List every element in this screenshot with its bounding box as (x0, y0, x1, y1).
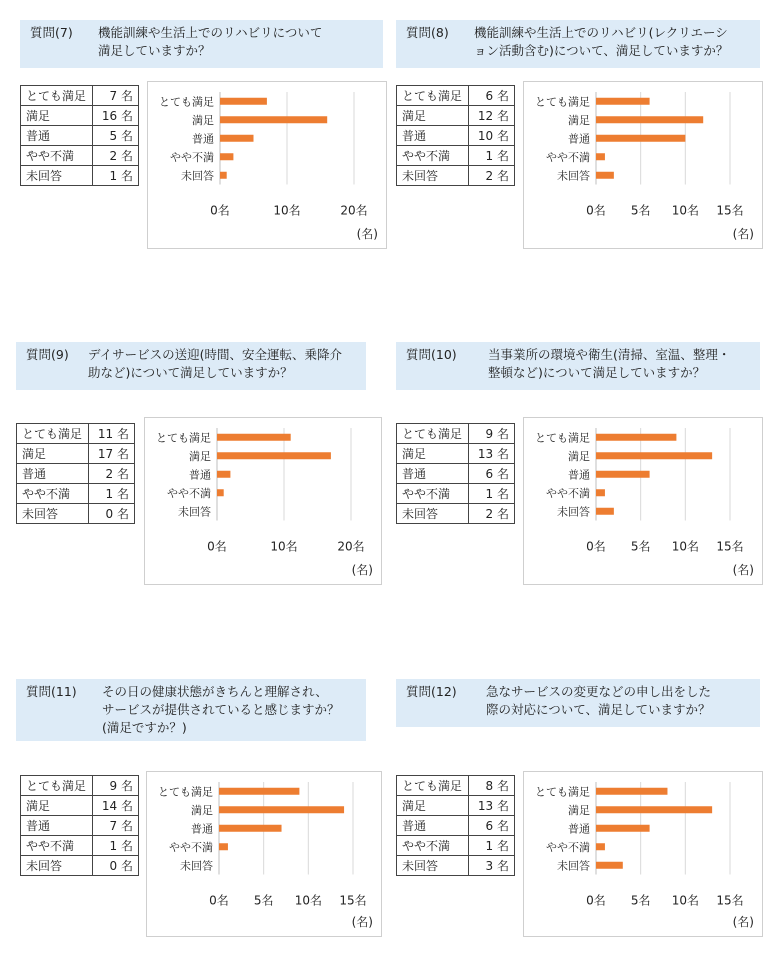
y-category-label: 未回答 (178, 505, 211, 519)
category-cell: とても満足 (397, 776, 469, 796)
count-cell: 3 名 (469, 856, 515, 876)
count-table (396, 423, 515, 524)
table-row (397, 484, 515, 504)
count-table (16, 423, 135, 524)
category-cell: とても満足 (397, 424, 469, 444)
question-number: 質問(11) (26, 684, 77, 699)
x-tick-label: 0名 (207, 539, 227, 554)
table-row (17, 444, 135, 464)
bar (596, 806, 712, 813)
unit-label: (名) (732, 227, 754, 241)
x-tick-label: 0名 (586, 893, 606, 908)
bar-chart (144, 417, 382, 585)
count-cell: 2 名 (89, 464, 135, 484)
unit-label: (名) (356, 227, 378, 241)
bar-chart-svg (524, 772, 764, 938)
table-row (397, 504, 515, 524)
count-cell: 6 名 (469, 816, 515, 836)
x-tick-label: 10名 (270, 539, 298, 554)
table-row (397, 126, 515, 146)
question-box (16, 342, 366, 390)
y-category-label: 未回答 (557, 169, 590, 183)
bar (596, 135, 685, 142)
bar-chart-svg (145, 418, 383, 586)
table-row (17, 424, 135, 444)
question-line-2: ョン活動含む)について、満足していますか？ (474, 43, 729, 58)
x-tick-label: 0名 (209, 893, 229, 908)
count-cell: 13 名 (469, 444, 515, 464)
count-cell: 2 名 (469, 166, 515, 186)
y-category-label: 未回答 (181, 169, 214, 183)
table-row (21, 86, 139, 106)
category-cell: やや不満 (397, 836, 469, 856)
count-table (396, 775, 515, 876)
y-category-label: 満足 (189, 449, 211, 463)
x-tick-label: 10名 (671, 893, 699, 908)
bar-chart-svg (147, 772, 383, 938)
bar-chart-svg (524, 418, 764, 586)
y-category-label: 普通 (568, 822, 590, 836)
count-cell: 8 名 (469, 776, 515, 796)
count-cell: 0 名 (89, 504, 135, 524)
x-tick-label: 15名 (716, 539, 744, 554)
table-row (397, 106, 515, 126)
bar (219, 825, 282, 832)
survey-panel-q12 (396, 679, 776, 939)
bar (220, 116, 327, 123)
y-category-label: 普通 (191, 822, 213, 836)
category-cell: やや不満 (17, 484, 89, 504)
count-cell: 7 名 (93, 816, 139, 836)
category-cell: 満足 (397, 106, 469, 126)
survey-panel-q11 (16, 679, 396, 939)
bar (217, 489, 224, 496)
bar-chart (146, 771, 382, 937)
question-number: 質問(8) (406, 25, 449, 40)
question-number: 質問(12) (406, 684, 457, 699)
unit-label: (名) (732, 915, 754, 929)
category-cell: 普通 (21, 816, 93, 836)
category-cell: 普通 (21, 126, 93, 146)
category-cell: とても満足 (21, 776, 93, 796)
y-category-label: 未回答 (180, 859, 213, 873)
x-tick-label: 10名 (671, 539, 699, 554)
question-line-1: その日の健康状態がきちんと理解され、 (102, 684, 328, 699)
question-line-1: 機能訓練や生活上でのリハビリについて (98, 25, 323, 40)
category-cell: 普通 (397, 464, 469, 484)
x-tick-label: 0名 (586, 539, 606, 554)
bar (219, 788, 299, 795)
bar (217, 434, 291, 441)
unit-label: (名) (351, 915, 373, 929)
question-number: 質問(7) (30, 25, 73, 40)
bar (596, 862, 623, 869)
table-row (397, 816, 515, 836)
y-category-label: 満足 (192, 113, 214, 127)
bar (217, 452, 331, 459)
y-category-label: とても満足 (156, 431, 211, 445)
x-tick-label: 20名 (340, 203, 368, 218)
bar (220, 135, 254, 142)
count-cell: 12 名 (469, 106, 515, 126)
category-cell: やや不満 (397, 146, 469, 166)
question-line-2: 際の対応について、満足していますか？ (486, 702, 711, 717)
bar (596, 434, 676, 441)
y-category-label: やや不満 (169, 840, 213, 854)
question-number: 質問(10) (406, 347, 457, 362)
table-row (397, 166, 515, 186)
bar-chart (523, 771, 763, 937)
y-category-label: 満足 (568, 449, 590, 463)
table-row (397, 86, 515, 106)
survey-panel-q10 (396, 342, 776, 602)
y-category-label: とても満足 (535, 785, 590, 799)
table-row (397, 836, 515, 856)
table-row (397, 444, 515, 464)
bar (596, 508, 614, 515)
bar (219, 843, 228, 850)
count-table (20, 85, 139, 186)
category-cell: 未回答 (21, 856, 93, 876)
y-category-label: とても満足 (535, 95, 590, 109)
category-cell: とても満足 (17, 424, 89, 444)
x-tick-label: 10名 (273, 203, 301, 218)
table-row (21, 796, 139, 816)
count-cell: 7 名 (93, 86, 139, 106)
bar-chart (147, 81, 387, 249)
bar (219, 806, 344, 813)
question-box (396, 342, 760, 390)
table-row (397, 856, 515, 876)
count-cell: 1 名 (93, 166, 139, 186)
y-category-label: 未回答 (557, 505, 590, 519)
x-tick-label: 0名 (210, 203, 230, 218)
question-line-3: (満足ですか？) (102, 720, 187, 735)
y-category-label: やや不満 (546, 840, 590, 854)
bar (220, 153, 233, 160)
table-row (21, 106, 139, 126)
count-cell: 9 名 (93, 776, 139, 796)
bar (220, 172, 227, 179)
question-line-2: 整頓など)について満足していますか？ (488, 365, 706, 380)
bar (596, 153, 605, 160)
question-box (396, 679, 760, 727)
table-row (17, 484, 135, 504)
y-category-label: 満足 (568, 803, 590, 817)
x-tick-label: 5名 (630, 539, 651, 554)
category-cell: 満足 (21, 796, 93, 816)
bar (596, 843, 605, 850)
bar-chart-svg (524, 82, 764, 250)
category-cell: 満足 (21, 106, 93, 126)
table-row (397, 776, 515, 796)
y-category-label: やや不満 (546, 486, 590, 500)
bar (596, 489, 605, 496)
category-cell: 未回答 (397, 166, 469, 186)
y-category-label: 普通 (192, 132, 214, 146)
x-tick-label: 15名 (339, 893, 367, 908)
table-row (21, 146, 139, 166)
category-cell: 未回答 (397, 856, 469, 876)
x-tick-label: 10名 (294, 893, 322, 908)
category-cell: やや不満 (21, 836, 93, 856)
category-cell: 未回答 (17, 504, 89, 524)
category-cell: 満足 (397, 444, 469, 464)
count-cell: 14 名 (93, 796, 139, 816)
category-cell: 満足 (17, 444, 89, 464)
table-row (21, 166, 139, 186)
survey-panel-q8 (396, 20, 776, 280)
table-row (21, 776, 139, 796)
count-cell: 13 名 (469, 796, 515, 816)
table-row (21, 816, 139, 836)
y-category-label: 普通 (568, 468, 590, 482)
table-row (397, 424, 515, 444)
count-cell: 11 名 (89, 424, 135, 444)
x-tick-label: 5名 (630, 893, 651, 908)
y-category-label: やや不満 (167, 486, 211, 500)
bar (217, 471, 230, 478)
x-tick-label: 5名 (630, 203, 651, 218)
y-category-label: とても満足 (158, 785, 213, 799)
x-tick-label: 5名 (253, 893, 274, 908)
bar (596, 825, 650, 832)
count-cell: 5 名 (93, 126, 139, 146)
bar-chart (523, 417, 763, 585)
question-line-1: デイサービスの送迎(時間、安全運転、乗降介 (88, 347, 343, 362)
table-row (17, 504, 135, 524)
count-cell: 2 名 (93, 146, 139, 166)
question-box (20, 20, 383, 68)
bar-chart (523, 81, 763, 249)
count-cell: 16 名 (93, 106, 139, 126)
bar (596, 471, 650, 478)
count-cell: 6 名 (469, 464, 515, 484)
count-cell: 2 名 (469, 504, 515, 524)
count-cell: 17 名 (89, 444, 135, 464)
question-line-2: 助など)について満足していますか？ (88, 365, 293, 380)
bar (596, 98, 650, 105)
bar (220, 98, 267, 105)
x-tick-label: 15名 (716, 893, 744, 908)
bar-chart-svg (148, 82, 388, 250)
category-cell: 普通 (397, 816, 469, 836)
count-cell: 9 名 (469, 424, 515, 444)
x-tick-label: 15名 (716, 203, 744, 218)
bar (596, 452, 712, 459)
category-cell: やや不満 (397, 484, 469, 504)
question-number: 質問(9) (26, 347, 69, 362)
unit-label: (名) (351, 563, 373, 577)
table-row (397, 796, 515, 816)
y-category-label: とても満足 (535, 431, 590, 445)
x-tick-label: 10名 (671, 203, 699, 218)
category-cell: 普通 (397, 126, 469, 146)
survey-panel-q7 (20, 20, 400, 280)
count-table (396, 85, 515, 186)
bar (596, 172, 614, 179)
category-cell: やや不満 (21, 146, 93, 166)
count-table (20, 775, 139, 876)
question-line-1: 当事業所の環境や衛生(清掃、室温、整理・ (488, 347, 731, 362)
question-line-1: 機能訓練や生活上でのリハビリ(レクリエーシ (474, 25, 728, 40)
y-category-label: やや不満 (170, 150, 214, 164)
count-cell: 0 名 (93, 856, 139, 876)
count-cell: 1 名 (469, 484, 515, 504)
x-tick-label: 20名 (337, 539, 365, 554)
x-tick-label: 0名 (586, 203, 606, 218)
bar (596, 788, 667, 795)
category-cell: 普通 (17, 464, 89, 484)
category-cell: 未回答 (21, 166, 93, 186)
count-cell: 6 名 (469, 86, 515, 106)
survey-panel-q9 (16, 342, 396, 602)
category-cell: とても満足 (21, 86, 93, 106)
y-category-label: やや不満 (546, 150, 590, 164)
y-category-label: 普通 (568, 132, 590, 146)
table-row (21, 856, 139, 876)
count-cell: 1 名 (469, 146, 515, 166)
y-category-label: とても満足 (159, 95, 214, 109)
count-cell: 1 名 (469, 836, 515, 856)
bar (596, 116, 703, 123)
question-box (16, 679, 366, 741)
category-cell: 未回答 (397, 504, 469, 524)
question-box (396, 20, 760, 68)
unit-label: (名) (732, 563, 754, 577)
count-cell: 1 名 (93, 836, 139, 856)
table-row (21, 836, 139, 856)
table-row (397, 146, 515, 166)
count-cell: 1 名 (89, 484, 135, 504)
table-row (397, 464, 515, 484)
table-row (21, 126, 139, 146)
y-category-label: 普通 (189, 468, 211, 482)
question-line-1: 急なサービスの変更などの申し出をした (486, 684, 712, 699)
question-line-2: 満足していますか？ (98, 43, 211, 58)
y-category-label: 未回答 (557, 859, 590, 873)
category-cell: とても満足 (397, 86, 469, 106)
y-category-label: 満足 (568, 113, 590, 127)
table-row (17, 464, 135, 484)
y-category-label: 満足 (191, 803, 213, 817)
count-cell: 10 名 (469, 126, 515, 146)
question-line-2: サービスが提供されていると感じますか？ (102, 702, 340, 717)
category-cell: 満足 (397, 796, 469, 816)
